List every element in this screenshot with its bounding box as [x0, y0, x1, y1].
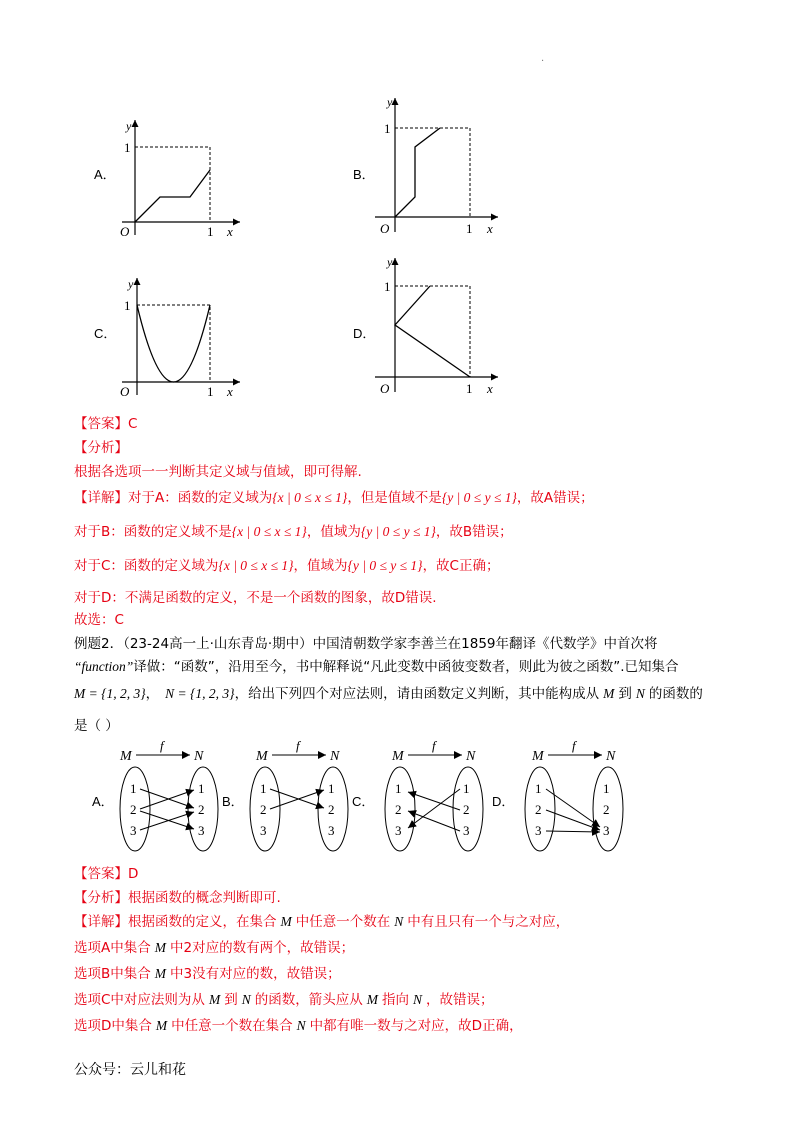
graph-b — [370, 92, 510, 240]
graph-c — [110, 272, 250, 400]
text: ，值域为 — [293, 558, 348, 574]
text: 选项A中集合 — [74, 940, 151, 956]
m: M — [603, 686, 615, 701]
map-b — [238, 738, 358, 860]
q1-answer: 【答案】C — [74, 416, 138, 432]
curve — [395, 286, 470, 377]
q2-opt-c — [74, 988, 493, 1008]
n-label: N — [194, 749, 204, 764]
one-y-label: 1 — [384, 121, 391, 136]
q1-detail-b — [74, 520, 513, 540]
origin-label: O — [380, 381, 390, 396]
y-label: y — [128, 277, 134, 291]
set: {x | 0 ≤ x ≤ 1} — [231, 524, 307, 539]
n-label: N — [606, 749, 616, 764]
n-elem-3: 3 — [463, 823, 470, 838]
n-label: N — [330, 749, 340, 764]
n-elem-1: 1 — [328, 781, 335, 796]
text: ，故A错误； — [516, 490, 594, 506]
m-elem-3: 3 — [260, 823, 267, 838]
origin-label: O — [120, 224, 130, 239]
map-arrow — [408, 811, 460, 831]
graph-a-option: A． — [94, 167, 116, 182]
m: M — [154, 940, 166, 955]
curve — [395, 128, 440, 217]
f-label: f — [432, 738, 436, 753]
set: {y | 0 ≤ y ≤ 1} — [347, 558, 423, 573]
q1-analysis: 根据各选项一一判断其定义域与值域，即可得解. — [74, 464, 362, 480]
one-x-label: 1 — [207, 384, 214, 399]
marker-defs — [0, 0, 1, 1]
dashed-box — [395, 128, 470, 217]
n: N — [635, 686, 645, 701]
q2-line2 — [74, 655, 679, 675]
map-a — [110, 738, 230, 860]
text: 指向 — [381, 992, 409, 1008]
x-label: x — [227, 384, 233, 399]
m-elem-1: 1 — [535, 781, 542, 796]
q2-opt-b — [74, 962, 341, 982]
text: ， — [145, 686, 160, 702]
text: “function” — [74, 659, 134, 674]
text: 选项D中集合 — [74, 1018, 152, 1034]
footer-account: 公众号：云儿和花 — [74, 1062, 186, 1078]
text: 到 — [224, 992, 238, 1008]
m-elem-1: 1 — [130, 781, 137, 796]
text: ，故错误； — [425, 992, 494, 1008]
n: N — [394, 914, 404, 929]
q2-line1: 例题2．（23-24高一上·山东青岛·期中）中国清朝数学家李善兰在1859年翻译《代数学》中首次将 — [74, 636, 658, 652]
n-elem-1: 1 — [198, 781, 205, 796]
q2-opt-a — [74, 936, 354, 956]
n-elem-3: 3 — [603, 823, 610, 838]
text: 到 — [618, 686, 632, 702]
map-arrow — [140, 811, 194, 829]
m: M — [154, 966, 167, 981]
m-elem-2: 2 — [395, 802, 402, 817]
map-arrow — [140, 790, 194, 809]
set: {x | 0 ≤ x ≤ 1} — [218, 558, 294, 573]
m: M — [366, 992, 378, 1007]
q2-line3 — [74, 682, 703, 702]
x-label: x — [227, 224, 233, 239]
map-d-option: D． — [492, 794, 515, 809]
map-c-option: C． — [352, 794, 375, 809]
f-label: f — [296, 738, 300, 753]
q1-analysis-head: 【分析】 — [74, 440, 128, 456]
q1-choose: 故选：C — [74, 612, 124, 628]
n-elem-2: 2 — [328, 802, 335, 817]
graph-b-option: B． — [353, 167, 375, 182]
m-elem-3: 3 — [395, 823, 402, 838]
text: 选项B中集合 — [74, 966, 151, 982]
n-elem-2: 2 — [198, 802, 205, 817]
one-y-label: 1 — [124, 298, 131, 313]
map-a-option: A． — [92, 794, 114, 809]
q1-detail-a — [74, 486, 594, 506]
n-elem-1: 1 — [463, 781, 470, 796]
text: 【详解】对于A：函数的定义域为 — [74, 490, 273, 506]
text: 中有且只有一个与之对应， — [407, 914, 570, 930]
one-x-label: 1 — [466, 221, 473, 236]
map-b-option: B． — [222, 794, 244, 809]
one-x-label: 1 — [466, 381, 473, 396]
x-label: x — [487, 381, 493, 396]
text: 【详解】根据函数的定义，在集合 — [74, 914, 277, 930]
text: ，值域为 — [306, 524, 361, 540]
text: ，给出下列四个对应法则，请由函数定义判断，其中能构成从 — [234, 686, 600, 702]
set: {y | 0 ≤ y ≤ 1} — [441, 490, 517, 505]
map-arrow — [270, 789, 324, 808]
text: 中任意一个数在集合 — [171, 1018, 293, 1034]
set: {x | 0 ≤ x ≤ 1} — [272, 490, 348, 505]
n-label: N — [466, 749, 476, 764]
map-arrow — [140, 789, 194, 808]
q1-detail-c — [74, 554, 500, 574]
origin-label: O — [120, 384, 130, 399]
curve — [137, 305, 210, 382]
text: 中都有唯一数与之对应，故D正确， — [309, 1018, 523, 1034]
m: M — [208, 992, 221, 1007]
graph-d-option: D． — [353, 326, 376, 341]
x-label: x — [487, 221, 493, 236]
text: 中3没有对应的数，故错误； — [170, 966, 341, 982]
m: M — [280, 914, 292, 929]
text: 对于C：函数的定义域为 — [74, 558, 219, 574]
map-d — [506, 738, 636, 860]
n: N — [296, 1018, 306, 1033]
one-y-label: 1 — [124, 140, 131, 155]
m: M — [155, 1018, 168, 1033]
m-elem-1: 1 — [260, 781, 267, 796]
n-elem-2: 2 — [603, 802, 610, 817]
q2-opt-d — [74, 1014, 523, 1034]
m-elem-2: 2 — [260, 802, 267, 817]
corner-mark: · — [541, 56, 545, 67]
one-x-label: 1 — [207, 224, 214, 239]
text: 选项C中对应法则为从 — [74, 992, 205, 1008]
q2-analysis: 【分析】根据函数的概念判断即可. — [74, 890, 281, 906]
q2-answer: 【答案】D — [74, 866, 139, 882]
one-y-label: 1 — [384, 279, 391, 294]
set-n: N = {1, 2, 3} — [165, 686, 235, 701]
origin-label: O — [380, 221, 390, 236]
text: 译做：“函数”，沿用至今，书中解释说“凡此变数中函彼变数者，则此为彼之函数”.已知集合 — [133, 659, 679, 675]
m-elem-2: 2 — [535, 802, 542, 817]
n-elem-3: 3 — [198, 823, 205, 838]
map-arrow — [546, 831, 600, 832]
dashed-box — [395, 286, 470, 377]
m-elem-3: 3 — [535, 823, 542, 838]
text: ，故C正确； — [422, 558, 500, 574]
graph-d — [370, 252, 510, 400]
f-label: f — [160, 738, 164, 753]
text: ，故B错误； — [435, 524, 513, 540]
curve — [135, 170, 210, 222]
map-arrow — [140, 812, 194, 830]
n-elem-3: 3 — [328, 823, 335, 838]
m-elem-3: 3 — [130, 823, 137, 838]
text: 中2对应的数有两个，故错误； — [170, 940, 355, 956]
map-c — [366, 738, 496, 860]
text: 中任意一个数在 — [295, 914, 391, 930]
y-label: y — [387, 255, 393, 269]
n-elem-2: 2 — [463, 802, 470, 817]
text: 的函数，箭头应从 — [254, 992, 363, 1008]
text: 对于B：函数的定义域不是 — [74, 524, 232, 540]
m-label: M — [120, 749, 132, 764]
q1-detail-d: 对于D：不满足函数的定义，不是一个函数的图象，故D错误. — [74, 590, 437, 606]
m-label: M — [392, 749, 404, 764]
m-elem-1: 1 — [395, 781, 402, 796]
q2-line4: 是（ ） — [74, 718, 119, 734]
y-label: y — [126, 119, 132, 133]
set-m: M = {1, 2, 3} — [74, 686, 146, 701]
m-label: M — [532, 749, 544, 764]
m-elem-2: 2 — [130, 802, 137, 817]
n: N — [412, 992, 422, 1007]
q2-detail — [74, 910, 569, 930]
text: 的函数的 — [648, 686, 703, 702]
text: ，但是值域不是 — [347, 490, 442, 506]
n: N — [241, 992, 251, 1007]
set: {y | 0 ≤ y ≤ 1} — [360, 524, 436, 539]
graph-a — [110, 112, 250, 240]
graph-c-option: C． — [94, 326, 117, 341]
map-arrow — [270, 790, 324, 809]
n-elem-1: 1 — [603, 781, 610, 796]
y-label: y — [387, 95, 393, 109]
f-label: f — [572, 738, 576, 753]
m-label: M — [256, 749, 268, 764]
